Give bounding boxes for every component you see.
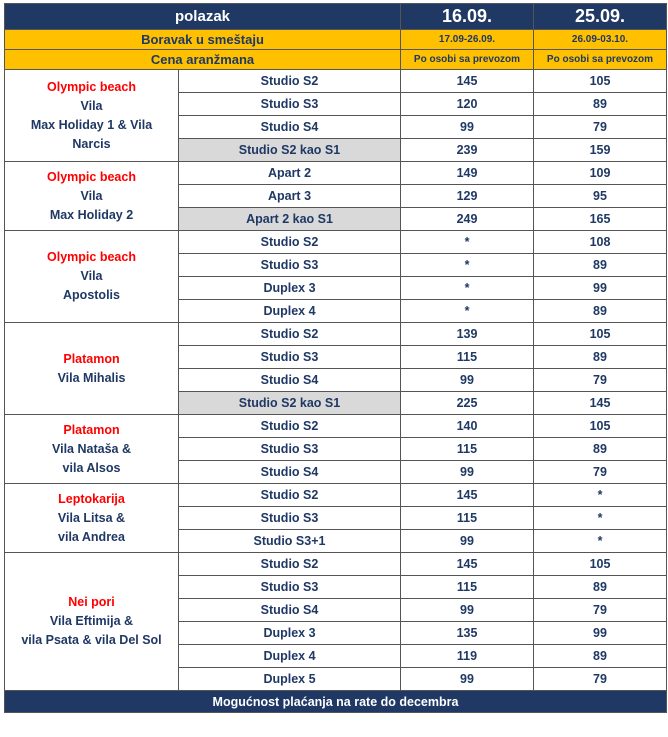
- venue-villa-line: Narcis: [72, 136, 111, 151]
- room-type: Studio S4: [179, 599, 401, 622]
- room-type: Studio S2 kao S1: [179, 139, 401, 162]
- price-departure-2: 79: [534, 461, 667, 484]
- room-type: Studio S4: [179, 369, 401, 392]
- venue-cell: [5, 415, 179, 484]
- venue-location: Platamon: [63, 422, 120, 437]
- price-departure-1: 145: [401, 70, 534, 93]
- venue-villa-line: Max Holiday 1 & Vila: [30, 117, 153, 132]
- price-departure-1: 115: [401, 576, 534, 599]
- room-type: Studio S2: [179, 415, 401, 438]
- venue-cell: [5, 231, 179, 323]
- table-row: [5, 162, 667, 185]
- venue-location: Platamon: [63, 351, 120, 366]
- price-departure-2: 95: [534, 185, 667, 208]
- venue-villa-line: Vila Mihalis: [57, 370, 126, 385]
- price-label: Cena aranžmana: [5, 50, 401, 70]
- price-departure-2: 89: [534, 254, 667, 277]
- room-type: Duplex 3: [179, 277, 401, 300]
- room-type: Studio S3+1: [179, 530, 401, 553]
- price-departure-2: 105: [534, 553, 667, 576]
- price-departure-1: 99: [401, 461, 534, 484]
- room-type: Studio S4: [179, 116, 401, 139]
- price-departure-2: 99: [534, 622, 667, 645]
- venue-villa-line: Vila Litsa &: [57, 510, 126, 525]
- stay-period-1: 17.09-26.09.: [401, 30, 534, 50]
- stay-period-2: 26.09-03.10.: [534, 30, 667, 50]
- venue-villa-line: vila Alsos: [62, 460, 121, 475]
- price-departure-1: 129: [401, 185, 534, 208]
- price-departure-1: *: [401, 231, 534, 254]
- venue-villa-line: Vila: [80, 188, 103, 203]
- venue-villa-line: Vila: [80, 98, 103, 113]
- venue-location: Olympic beach: [47, 250, 136, 264]
- departure-date-2: 25.09.: [534, 4, 667, 30]
- room-type: Studio S3: [179, 438, 401, 461]
- price-departure-1: 99: [401, 369, 534, 392]
- venue-villa-line: Max Holiday 2: [49, 207, 134, 222]
- price-departure-1: 115: [401, 438, 534, 461]
- price-departure-1: 145: [401, 484, 534, 507]
- price-departure-2: 105: [534, 415, 667, 438]
- price-departure-2: *: [534, 507, 667, 530]
- venue-villa-line: Apostolis: [63, 288, 120, 302]
- header-row: [5, 4, 667, 30]
- price-departure-1: 135: [401, 622, 534, 645]
- price-departure-2: 165: [534, 208, 667, 231]
- price-departure-1: 99: [401, 116, 534, 139]
- price-departure-1: 139: [401, 323, 534, 346]
- price-departure-1: 99: [401, 599, 534, 622]
- price-departure-2: 89: [534, 645, 667, 668]
- room-type: Studio S3: [179, 507, 401, 530]
- price-departure-1: 99: [401, 530, 534, 553]
- price-departure-2: 108: [534, 231, 667, 254]
- venue-cell: [5, 323, 179, 415]
- price-departure-1: *: [401, 277, 534, 300]
- room-type: Studio S4: [179, 461, 401, 484]
- room-type: Duplex 5: [179, 668, 401, 691]
- venue-location: Olympic beach: [47, 169, 136, 184]
- room-type: Studio S2: [179, 231, 401, 254]
- price-departure-2: 79: [534, 599, 667, 622]
- room-type: Duplex 4: [179, 300, 401, 323]
- price-departure-1: 249: [401, 208, 534, 231]
- price-departure-1: 140: [401, 415, 534, 438]
- price-departure-2: *: [534, 484, 667, 507]
- price-table: [4, 3, 667, 713]
- venue-cell: [5, 553, 179, 691]
- price-departure-1: 115: [401, 507, 534, 530]
- price-departure-1: 99: [401, 668, 534, 691]
- room-type: Apart 2: [179, 162, 401, 185]
- room-type: Duplex 3: [179, 622, 401, 645]
- header-title: polazak: [5, 4, 401, 30]
- room-type: Apart 3: [179, 185, 401, 208]
- price-departure-2: 89: [534, 93, 667, 116]
- stay-label: Boravak u smeštaju: [5, 30, 401, 50]
- table-row: [5, 231, 667, 254]
- price-departure-2: 99: [534, 277, 667, 300]
- room-type: Studio S3: [179, 93, 401, 116]
- room-type: Studio S2 kao S1: [179, 392, 401, 415]
- price-departure-2: 79: [534, 369, 667, 392]
- price-departure-1: 225: [401, 392, 534, 415]
- price-departure-1: *: [401, 254, 534, 277]
- table-row: [5, 553, 667, 576]
- departure-date-1: 16.09.: [401, 4, 534, 30]
- venue-cell: [5, 484, 179, 553]
- table-row: [5, 484, 667, 507]
- price-departure-2: 89: [534, 300, 667, 323]
- room-type: Studio S2: [179, 70, 401, 93]
- room-type: Studio S3: [179, 346, 401, 369]
- room-type: Studio S2: [179, 323, 401, 346]
- price-departure-1: 149: [401, 162, 534, 185]
- room-type: Apart 2 kao S1: [179, 208, 401, 231]
- venue-villa-line: vila Psata & vila Del Sol: [21, 633, 162, 647]
- price-departure-1: 145: [401, 553, 534, 576]
- price-departure-2: 79: [534, 668, 667, 691]
- venue-villa-line: Vila: [80, 269, 103, 283]
- stay-row: [5, 30, 667, 50]
- table-row: [5, 70, 667, 93]
- price-departure-2: 89: [534, 576, 667, 599]
- venue-location: Nei pori: [68, 595, 115, 609]
- price-departure-1: 119: [401, 645, 534, 668]
- table-row: [5, 323, 667, 346]
- room-type: Studio S3: [179, 576, 401, 599]
- venue-villa-line: Vila Nataša &: [52, 441, 131, 456]
- venue-location: Olympic beach: [47, 79, 136, 94]
- price-departure-2: *: [534, 530, 667, 553]
- price-departure-2: 89: [534, 438, 667, 461]
- room-type: Studio S2: [179, 553, 401, 576]
- price-departure-2: 79: [534, 116, 667, 139]
- room-type: Studio S3: [179, 254, 401, 277]
- room-type: Studio S2: [179, 484, 401, 507]
- venue-villa-line: Vila Eftimija &: [49, 614, 134, 628]
- price-departure-1: 115: [401, 346, 534, 369]
- footer-row: [5, 691, 667, 713]
- venue-villa-line: vila Andrea: [58, 529, 125, 544]
- price-note-1: Po osobi sa prevozom: [401, 50, 534, 70]
- table-row: [5, 415, 667, 438]
- price-departure-1: 120: [401, 93, 534, 116]
- price-departure-2: 89: [534, 346, 667, 369]
- payment-note: Mogućnost plaćanja na rate do decembra: [5, 691, 667, 713]
- venue-cell: [5, 70, 179, 162]
- price-departure-2: 105: [534, 323, 667, 346]
- price-departure-2: 159: [534, 139, 667, 162]
- price-label-row: [5, 50, 667, 70]
- room-type: Duplex 4: [179, 645, 401, 668]
- price-departure-2: 109: [534, 162, 667, 185]
- price-departure-2: 145: [534, 392, 667, 415]
- price-departure-2: 105: [534, 70, 667, 93]
- price-note-2: Po osobi sa prevozom: [534, 50, 667, 70]
- price-departure-1: 239: [401, 139, 534, 162]
- venue-cell: [5, 162, 179, 231]
- venue-location: Leptokarija: [58, 491, 125, 506]
- price-departure-1: *: [401, 300, 534, 323]
